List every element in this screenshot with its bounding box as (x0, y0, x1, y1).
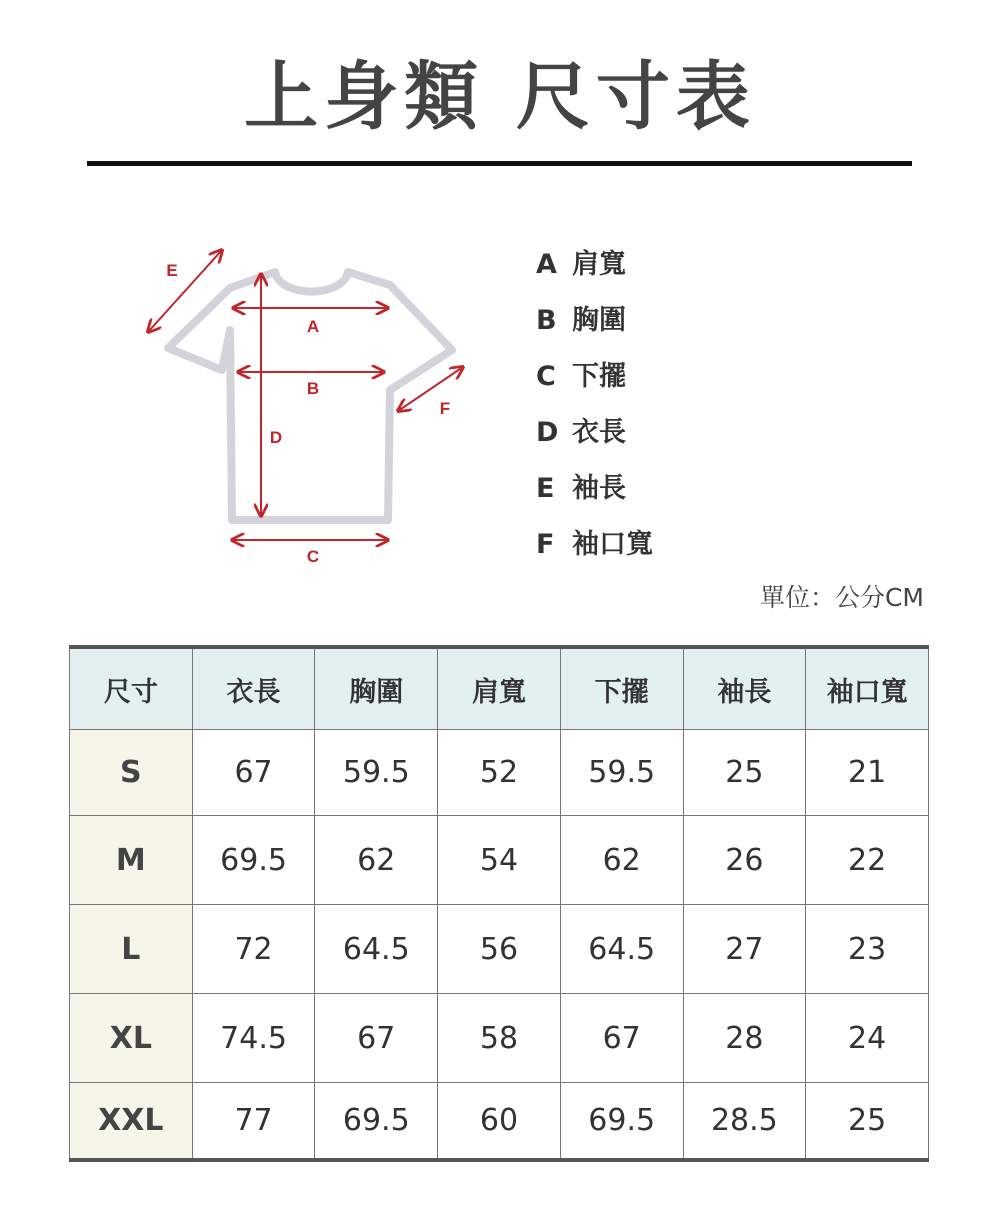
legend-name: 袖口寬 (572, 529, 653, 560)
legend-item-a (536, 250, 653, 306)
table-cell: 52 (438, 730, 561, 816)
table-row (70, 994, 929, 1083)
table-cell: 69.5 (560, 1083, 683, 1161)
diagram-label-b: B (306, 379, 320, 398)
legend-letter: A (536, 249, 557, 280)
table-cell: 26 (683, 816, 806, 905)
table-cell: 59.5 (560, 730, 683, 816)
column-header: 袖口寬 (806, 647, 929, 730)
table-cell: 74.5 (192, 994, 315, 1083)
table-row (70, 730, 929, 816)
table-cell: 54 (438, 816, 561, 905)
legend-letter: E (536, 473, 555, 504)
tshirt-measurement-diagram (130, 230, 480, 580)
legend-item-f (536, 530, 653, 586)
table-cell: 60 (438, 1083, 561, 1161)
arrow-e (148, 250, 222, 332)
size-chart-table (69, 645, 929, 1162)
measurement-legend (536, 250, 653, 586)
legend-name: 袖長 (572, 473, 626, 504)
table-cell: 28.5 (683, 1083, 806, 1161)
table-cell: 67 (560, 994, 683, 1083)
arrow-f (398, 367, 463, 411)
diagram-label-c: C (306, 547, 320, 566)
legend-item-d (536, 418, 653, 474)
column-header: 胸圍 (315, 647, 438, 730)
column-header: 尺寸 (70, 647, 193, 730)
legend-item-c (536, 362, 653, 418)
legend-item-b (536, 306, 653, 362)
legend-name: 肩寬 (572, 249, 626, 280)
column-header: 下擺 (560, 647, 683, 730)
table-cell: 24 (806, 994, 929, 1083)
legend-name: 胸圍 (572, 305, 626, 336)
table-cell: 69.5 (192, 816, 315, 905)
legend-name: 下擺 (572, 361, 626, 392)
table-cell: 25 (683, 730, 806, 816)
size-cell: L (70, 905, 193, 994)
diagram-label-e: E (166, 261, 178, 280)
table-cell: 67 (315, 994, 438, 1083)
table-cell: 72 (192, 905, 315, 994)
table-cell: 25 (806, 1083, 929, 1161)
table-cell: 58 (438, 994, 561, 1083)
table-cell: 62 (560, 816, 683, 905)
table-cell: 67 (192, 730, 315, 816)
diagram-label-f: F (439, 399, 451, 418)
table-row (70, 816, 929, 905)
table-cell: 56 (438, 905, 561, 994)
size-cell: XL (70, 994, 193, 1083)
diagram-label-a: A (306, 317, 320, 336)
table-cell: 59.5 (315, 730, 438, 816)
table-cell: 23 (806, 905, 929, 994)
column-header: 袖長 (683, 647, 806, 730)
table-cell: 28 (683, 994, 806, 1083)
table-cell: 69.5 (315, 1083, 438, 1161)
table-cell: 27 (683, 905, 806, 994)
table-cell: 64.5 (560, 905, 683, 994)
column-header: 衣長 (192, 647, 315, 730)
column-header: 肩寬 (438, 647, 561, 730)
table-cell: 64.5 (315, 905, 438, 994)
table-cell: 22 (806, 816, 929, 905)
legend-letter: B (536, 305, 557, 336)
legend-letter: F (536, 529, 555, 560)
table-header-row (70, 647, 929, 730)
legend-letter: D (536, 417, 559, 448)
table-cell: 77 (192, 1083, 315, 1161)
title-divider (87, 161, 912, 166)
legend-item-e (536, 474, 653, 530)
table-row (70, 1083, 929, 1161)
legend-letter: C (536, 361, 556, 392)
legend-name: 衣長 (572, 417, 626, 448)
table-cell: 62 (315, 816, 438, 905)
unit-note: 單位：公分CM (759, 583, 924, 612)
table-row (70, 905, 929, 994)
size-cell: S (70, 730, 193, 816)
size-cell: M (70, 816, 193, 905)
table-cell: 21 (806, 730, 929, 816)
diagram-label-d: D (269, 428, 283, 447)
size-cell: XXL (70, 1083, 193, 1161)
page-title: 上身類 尺寸表 (244, 54, 756, 140)
